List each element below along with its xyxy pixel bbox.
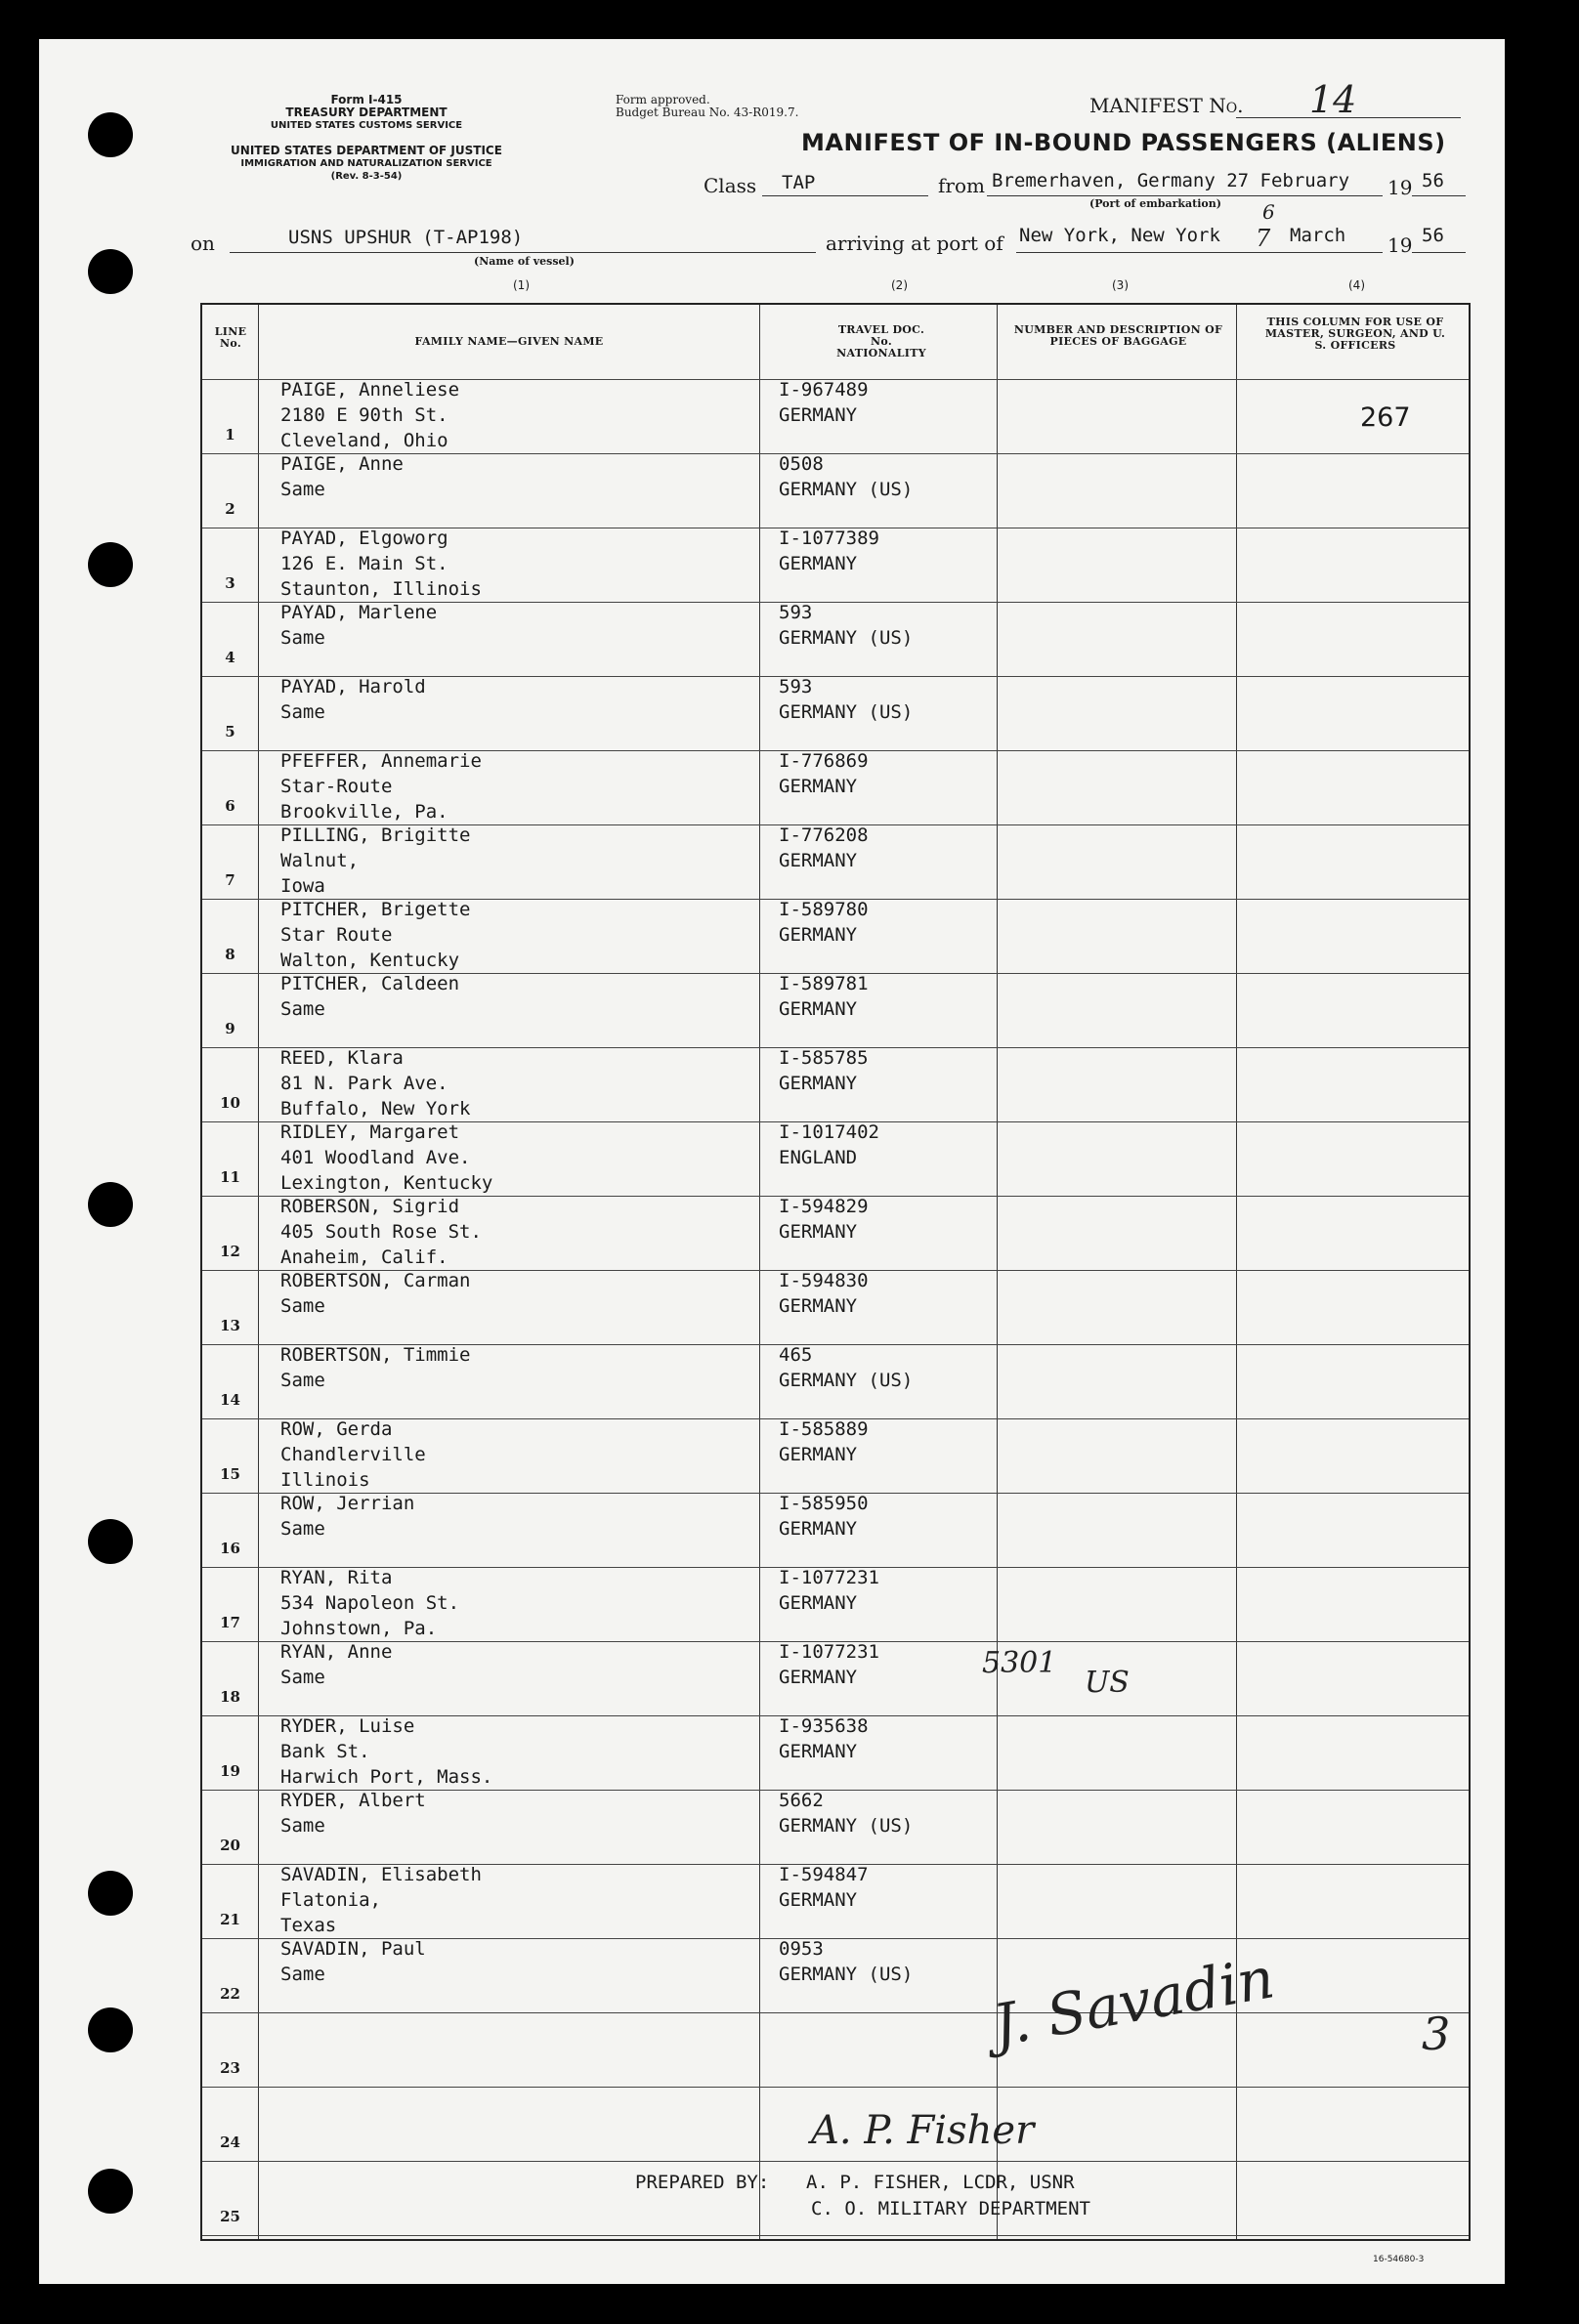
justice-block bbox=[176, 145, 557, 183]
right-margin-mark: 3 bbox=[1422, 2007, 1451, 2060]
header-line-no: LINE No. bbox=[214, 325, 247, 350]
passenger-name-address: PILLING, Brigitte Walnut, Iowa bbox=[280, 824, 471, 897]
passenger-name-address: PITCHER, Brigette Star Route Walton, Kentucky bbox=[280, 899, 471, 971]
col-divider-1 bbox=[258, 305, 259, 2239]
year-value-1: 56 bbox=[1422, 170, 1444, 191]
travel-doc-nationality: I-776869 GERMANY bbox=[779, 750, 869, 797]
treasury-department: TREASURY DEPARTMENT bbox=[285, 106, 448, 119]
line-number: 2 bbox=[225, 500, 235, 518]
preparer-office: C. O. MILITARY DEPARTMENT bbox=[811, 2198, 1090, 2219]
travel-doc-nationality: I-589781 GERMANY bbox=[779, 973, 869, 1020]
arrival-month: March bbox=[1290, 225, 1346, 246]
passenger-name-address: RYAN, Anne Same bbox=[280, 1641, 393, 1688]
passenger-name-address: SAVADIN, Elisabeth Flatonia, Texas bbox=[280, 1864, 482, 1936]
travel-doc-nationality: I-1017402 ENGLAND bbox=[779, 1121, 879, 1168]
passenger-name-address: PAYAD, Marlene Same bbox=[280, 602, 438, 649]
header-travel-doc: TRAVEL DOC. No. NATIONALITY bbox=[836, 323, 926, 359]
passenger-name-address: RIDLEY, Margaret 401 Woodland Ave. Lexington, Kentucky bbox=[280, 1121, 493, 1194]
travel-doc-nationality: I-776208 GERMANY bbox=[779, 824, 869, 871]
line-number: 14 bbox=[220, 1391, 240, 1409]
line-number: 6 bbox=[225, 797, 235, 815]
column-number-2: (2) bbox=[891, 278, 908, 292]
binder-hole bbox=[88, 2169, 133, 2214]
header-officers: THIS COLUMN FOR USE OF MASTER, SURGEON, AND U. S. OFFICERS bbox=[1264, 316, 1446, 352]
print-code: 16-54680-3 bbox=[1373, 2255, 1425, 2264]
justice-department: UNITED STATES DEPARTMENT OF JUSTICE bbox=[231, 144, 502, 157]
travel-doc-nationality: I-1077231 GERMANY bbox=[779, 1567, 879, 1614]
passenger-name-address: ROBERTSON, Timmie Same bbox=[280, 1344, 471, 1391]
arrival-port: New York, New York bbox=[1019, 225, 1220, 246]
line-number: 18 bbox=[220, 1688, 240, 1706]
preparer-name: A. P. FISHER, LCDR, USNR bbox=[806, 2172, 1075, 2193]
travel-doc-nationality: 0508 GERMANY (US) bbox=[779, 453, 914, 500]
col-divider-2 bbox=[759, 305, 760, 2239]
passenger-name-address: ROBERSON, Sigrid 405 South Rose St. Anaheim, Calif. bbox=[280, 1196, 482, 1268]
line-number: 12 bbox=[220, 1243, 240, 1260]
binder-hole bbox=[88, 542, 133, 587]
row-divider bbox=[202, 2161, 1469, 2162]
budget-bureau-number: Budget Bureau No. 43-R019.7. bbox=[616, 106, 799, 119]
year-line-1 bbox=[1412, 195, 1466, 196]
travel-doc-nationality: 465 GERMANY (US) bbox=[779, 1344, 914, 1391]
vessel-name: USNS UPSHUR (T-AP198) bbox=[288, 227, 524, 248]
passenger-name-address: PAYAD, Elgoworg 126 E. Main St. Staunton, Illinois bbox=[280, 528, 482, 600]
line-number: 10 bbox=[220, 1094, 240, 1112]
travel-doc-nationality: I-594830 GERMANY bbox=[779, 1270, 869, 1317]
binder-hole bbox=[88, 1182, 133, 1227]
line-number: 21 bbox=[220, 1911, 240, 1928]
row18-handwritten-number: 5301 bbox=[982, 1646, 1057, 1680]
port-embarkation-caption: (Port of embarkation) bbox=[1089, 197, 1221, 210]
binder-hole bbox=[88, 249, 133, 294]
arrival-day-correction: 6 bbox=[1262, 200, 1275, 224]
ins-service: IMMIGRATION AND NATURALIZATION SERVICE bbox=[240, 158, 492, 169]
line-number: 8 bbox=[225, 946, 235, 963]
year-prefix-2: 19 bbox=[1387, 233, 1413, 257]
manifest-title: MANIFEST OF IN-BOUND PASSENGERS (ALIENS) bbox=[801, 129, 1446, 156]
arrival-day: 7 bbox=[1256, 225, 1271, 252]
form-agency-block bbox=[244, 94, 489, 132]
binder-hole bbox=[88, 2007, 133, 2052]
form-number: Form I-415 bbox=[330, 93, 403, 106]
travel-doc-nationality: I-585785 GERMANY bbox=[779, 1047, 869, 1094]
revision-date: (Rev. 8-3-54) bbox=[330, 171, 403, 182]
from-line bbox=[987, 195, 1383, 196]
col-divider-3 bbox=[997, 305, 998, 2239]
line-number: 22 bbox=[220, 1985, 240, 2003]
header-baggage: NUMBER AND DESCRIPTION OF PIECES OF BAGGAGE bbox=[1013, 323, 1223, 348]
binder-hole bbox=[88, 112, 133, 157]
line-number: 9 bbox=[225, 1020, 235, 1037]
line-number: 3 bbox=[225, 574, 235, 592]
arrival-line bbox=[1016, 252, 1383, 253]
budget-block bbox=[616, 94, 798, 119]
line-number: 17 bbox=[220, 1614, 240, 1631]
travel-doc-nationality: I-589780 GERMANY bbox=[779, 899, 869, 946]
column-number-4: (4) bbox=[1348, 278, 1365, 292]
passenger-name-address: ROW, Jerrian Same bbox=[280, 1493, 415, 1540]
manifest-number-value: 14 bbox=[1309, 78, 1357, 121]
prepared-by-label: PREPARED BY: bbox=[635, 2172, 770, 2193]
travel-doc-nationality: I-967489 GERMANY bbox=[779, 379, 869, 426]
line-number: 19 bbox=[220, 1762, 240, 1780]
vessel-caption: (Name of vessel) bbox=[474, 255, 575, 268]
line-number: 1 bbox=[225, 426, 235, 444]
line-number: 16 bbox=[220, 1540, 240, 1557]
from-label: from bbox=[938, 174, 985, 197]
line-number: 7 bbox=[225, 871, 235, 889]
year-line-2 bbox=[1412, 252, 1466, 253]
row-divider bbox=[202, 2087, 1469, 2088]
form-approved: Form approved. bbox=[616, 93, 710, 106]
travel-doc-nationality: 593 GERMANY (US) bbox=[779, 676, 914, 723]
passenger-name-address: PAYAD, Harold Same bbox=[280, 676, 426, 723]
travel-doc-nationality: I-1077389 GERMANY bbox=[779, 528, 879, 574]
travel-doc-nationality: I-585950 GERMANY bbox=[779, 1493, 869, 1540]
travel-doc-nationality: 593 GERMANY (US) bbox=[779, 602, 914, 649]
class-value: TAP bbox=[782, 172, 816, 193]
row-divider bbox=[202, 2012, 1469, 2013]
manifest-sheet bbox=[39, 39, 1505, 2284]
manifest-number-label: MANIFEST No. bbox=[1089, 94, 1244, 117]
travel-doc-nationality: I-585889 GERMANY bbox=[779, 1418, 869, 1465]
travel-doc-nationality: I-935638 GERMANY bbox=[779, 1715, 869, 1762]
passenger-table bbox=[200, 303, 1471, 2241]
arriving-label: arriving at port of bbox=[826, 232, 1003, 255]
line-number: 11 bbox=[220, 1168, 240, 1186]
vessel-line bbox=[230, 252, 816, 253]
passenger-signature: J. Savadin bbox=[988, 1944, 1280, 2059]
binder-hole bbox=[88, 1519, 133, 1564]
passenger-name-address: RYDER, Luise Bank St. Harwich Port, Mass. bbox=[280, 1715, 493, 1788]
travel-doc-nationality: I-594847 GERMANY bbox=[779, 1864, 869, 1911]
passenger-name-address: PITCHER, Caldeen Same bbox=[280, 973, 460, 1020]
line-number: 23 bbox=[220, 2059, 240, 2077]
passenger-name-address: PAIGE, Anne Same bbox=[280, 453, 404, 500]
line-number: 13 bbox=[220, 1317, 240, 1334]
year-prefix-1: 19 bbox=[1387, 176, 1413, 199]
header-family-name: FAMILY NAME—GIVEN NAME bbox=[414, 335, 604, 348]
column-number-3: (3) bbox=[1112, 278, 1129, 292]
class-line bbox=[762, 195, 928, 196]
passenger-name-address: ROBERTSON, Carman Same bbox=[280, 1270, 471, 1317]
passenger-name-address: REED, Klara 81 N. Park Ave. Buffalo, New York bbox=[280, 1047, 471, 1120]
year-value-2: 56 bbox=[1422, 225, 1444, 246]
line-number: 4 bbox=[225, 649, 235, 666]
travel-doc-nationality: I-594829 GERMANY bbox=[779, 1196, 869, 1243]
line-number: 25 bbox=[220, 2208, 240, 2225]
class-label: Class bbox=[704, 174, 757, 197]
customs-service: UNITED STATES CUSTOMS SERVICE bbox=[270, 120, 463, 131]
officer-note: 267 bbox=[1360, 402, 1411, 433]
row18-handwritten-note: US bbox=[1085, 1666, 1130, 1700]
line-number: 20 bbox=[220, 1837, 240, 1854]
column-number-1: (1) bbox=[513, 278, 530, 292]
line-number: 24 bbox=[220, 2134, 240, 2151]
travel-doc-nationality: 0953 GERMANY (US) bbox=[779, 1938, 914, 1985]
line-number: 5 bbox=[225, 723, 235, 740]
preparer-signature: A. P. Fisher bbox=[811, 2108, 1035, 2153]
passenger-name-address: PFEFFER, Annemarie Star-Route Brookville, Pa. bbox=[280, 750, 482, 823]
travel-doc-nationality: 5662 GERMANY (US) bbox=[779, 1790, 914, 1837]
passenger-name-address: RYAN, Rita 534 Napoleon St. Johnstown, Pa. bbox=[280, 1567, 460, 1639]
passenger-name-address: ROW, Gerda Chandlerville Illinois bbox=[280, 1418, 426, 1491]
travel-doc-nationality: I-1077231 GERMANY bbox=[779, 1641, 879, 1688]
passenger-name-address: RYDER, Albert Same bbox=[280, 1790, 426, 1837]
row-divider bbox=[202, 2235, 1469, 2236]
binder-hole bbox=[88, 1871, 133, 1916]
embarkation-port-date: Bremerhaven, Germany 27 February bbox=[992, 170, 1350, 191]
on-label: on bbox=[191, 232, 215, 255]
passenger-name-address: SAVADIN, Paul Same bbox=[280, 1938, 426, 1985]
line-number: 15 bbox=[220, 1465, 240, 1483]
passenger-name-address: PAIGE, Anneliese 2180 E 90th St. Cleveland, Ohio bbox=[280, 379, 460, 451]
